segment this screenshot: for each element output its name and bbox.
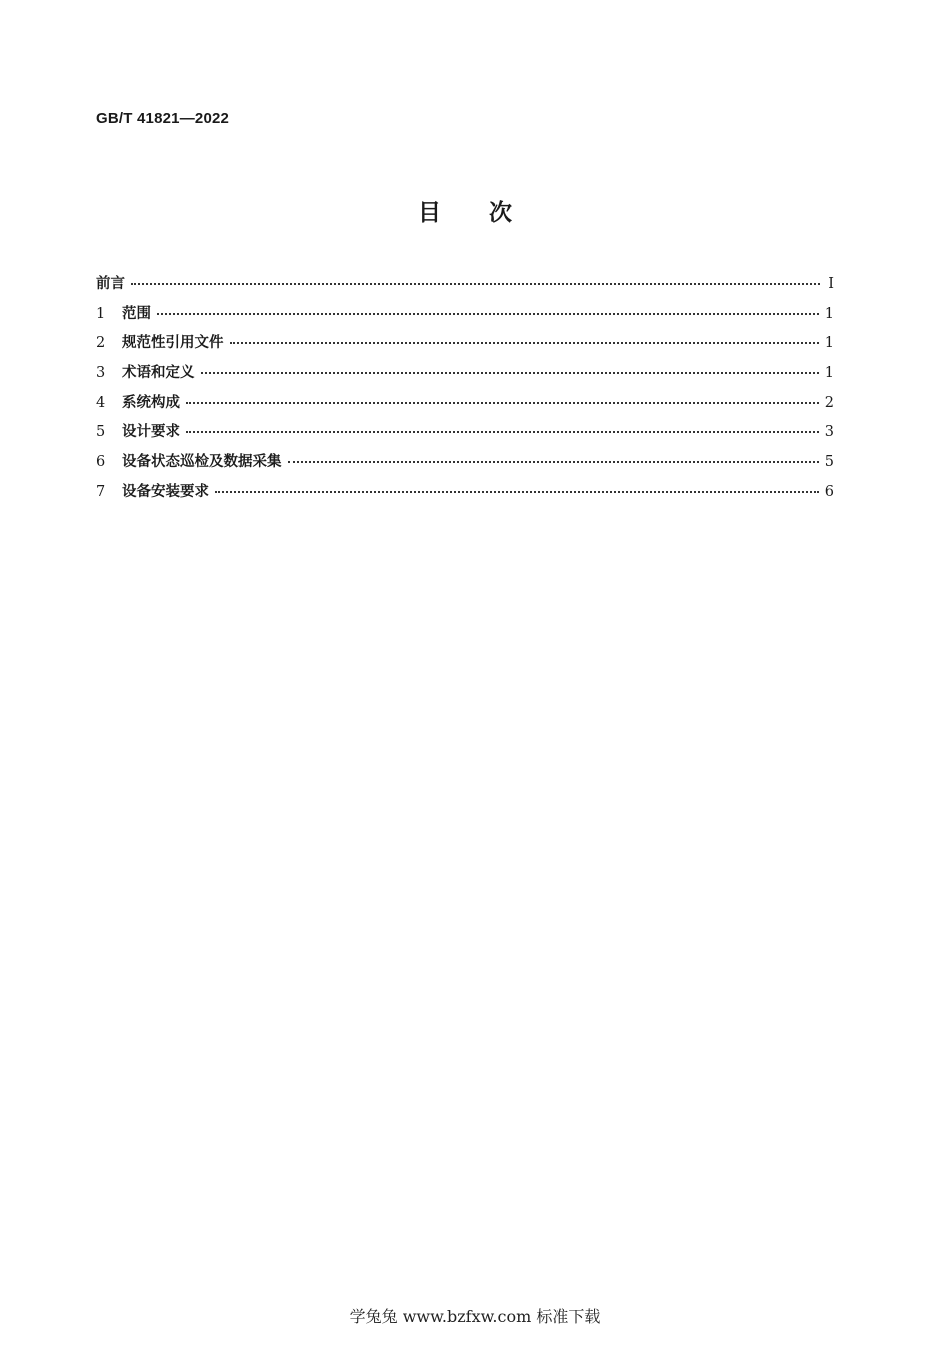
toc-dot-leader bbox=[230, 342, 819, 344]
toc-entry-page: 1 bbox=[824, 335, 834, 352]
toc-entry-number: 3 bbox=[96, 365, 106, 382]
toc-entry-page: 1 bbox=[824, 305, 834, 322]
toc-entry-label: 前言 bbox=[96, 276, 125, 292]
toc-entry-page: Ⅰ bbox=[828, 276, 834, 292]
toc-dot-leader bbox=[201, 372, 819, 374]
standard-code: GB/T 41821—2022 bbox=[96, 110, 230, 127]
toc-entry-number: 2 bbox=[96, 335, 106, 352]
toc-entry-number: 6 bbox=[96, 454, 106, 471]
toc-entry-terms-definitions[interactable] bbox=[96, 361, 834, 391]
toc-entry-page: 5 bbox=[824, 454, 834, 471]
toc-dot-leader bbox=[215, 491, 819, 493]
toc-entry-inspection-data-collection[interactable] bbox=[96, 450, 834, 480]
toc-dot-leader bbox=[288, 461, 819, 463]
toc-entry-label: 系统构成 bbox=[122, 394, 180, 411]
toc-title: 目次 bbox=[418, 200, 560, 226]
toc-entry-number: 1 bbox=[96, 305, 106, 322]
toc-entry-label: 范围 bbox=[122, 305, 151, 322]
toc-entry-page: 6 bbox=[824, 483, 834, 500]
toc-entry-system-composition[interactable] bbox=[96, 391, 834, 421]
toc-entry-number: 5 bbox=[96, 424, 106, 441]
toc-entry-normative-references[interactable] bbox=[96, 331, 834, 361]
toc-dot-leader bbox=[157, 313, 819, 315]
toc-entry-label: 规范性引用文件 bbox=[122, 335, 224, 352]
toc-entry-page: 2 bbox=[824, 394, 834, 411]
toc-entry-label: 术语和定义 bbox=[122, 365, 195, 382]
toc-entry-scope[interactable] bbox=[96, 302, 834, 332]
toc-dot-leader bbox=[186, 402, 819, 404]
download-source-footer: 学兔兔 www.bzfxw.com 标准下载 bbox=[349, 1307, 601, 1326]
toc-entry-installation-requirements[interactable] bbox=[96, 480, 834, 510]
toc-entry-number: 7 bbox=[96, 483, 106, 500]
toc-dot-leader bbox=[131, 283, 820, 285]
toc-dot-leader bbox=[186, 431, 819, 433]
toc-entry-label: 设备状态巡检及数据采集 bbox=[122, 454, 282, 471]
toc-entry-label: 设备安装要求 bbox=[122, 483, 209, 500]
toc-entry-foreword[interactable] bbox=[96, 272, 834, 302]
toc-entry-number: 4 bbox=[96, 394, 106, 411]
toc-entry-page: 1 bbox=[824, 365, 834, 382]
toc-entry-design-requirements[interactable] bbox=[96, 420, 834, 450]
table-of-contents bbox=[96, 272, 834, 510]
toc-entry-label: 设计要求 bbox=[122, 424, 180, 441]
toc-entry-page: 3 bbox=[824, 424, 834, 441]
